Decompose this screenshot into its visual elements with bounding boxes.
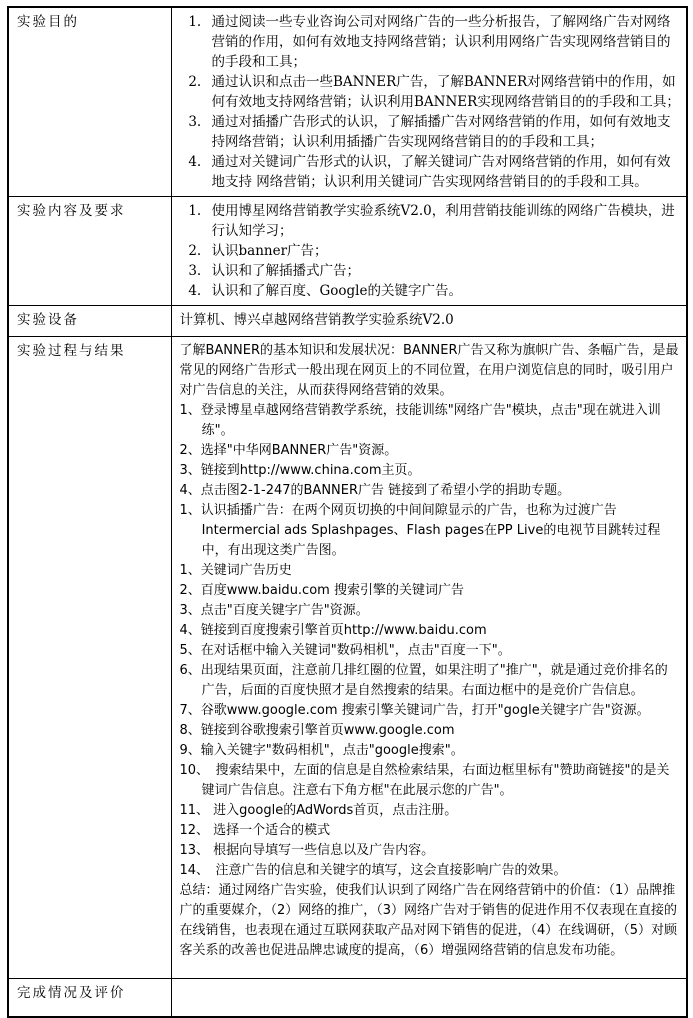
- row-label-evaluation: 完成情况及评价: [8, 979, 171, 1017]
- process-step: 3、点击"百度关键字广告"资源。: [179, 603, 369, 618]
- process-step: 8、链接到谷歌搜索引擎首页www.google.com: [179, 723, 455, 738]
- process-step: 1、登录博星卓越网络营销教学系统，技能训练"网络广告"模块，点击"现在就进入训练"。: [179, 403, 661, 438]
- row-label-process-results: 实验过程与结果: [8, 337, 171, 979]
- process-step: 3、链接到http://www.china.com主页。: [179, 463, 421, 478]
- process-step: 11、 进入google的AdWords首页，点击注册。: [179, 803, 458, 818]
- list-item: 3. 认识和了解插播式广告；: [206, 261, 681, 281]
- row-label-purpose: 实验目的: [8, 7, 171, 197]
- process-step: 5、在对话框中输入关键词"数码相机"，点击"百度一下"。: [179, 643, 511, 658]
- process-step: 4、链接到百度搜索引擎首页http://www.baidu.com: [179, 623, 487, 638]
- list-item: 4. 认识和了解百度、Google的关键字广告。: [206, 281, 681, 301]
- process-step: 1、认识插播广告：在两个网页切换的中间间隙显示的广告，也称为过渡广告 Intermercial ads Splashpages、Flash pages在PP Live的电视节目跳转过程中，有出现这类广告图。: [179, 503, 661, 558]
- table-row-content-requirements: [8, 197, 687, 306]
- list-item: 2. 认识banner广告；: [206, 241, 681, 261]
- experiment-report-table: [7, 6, 688, 1018]
- process-step: 2、选择"中华网BANNER广告"资源。: [179, 443, 398, 458]
- process-step: 4、点击图2-1-247的BANNER广告 链接到了希望小学的捐助专题。: [179, 483, 571, 498]
- process-summary: 总结：通过网络广告实验，使我们认识到了网络广告在网络营销中的价值：（1）品牌推广的重要媒介，（2）网络的推广，（3）网络广告对于销售的促进作用不仅表现在直接的在线销售，也表现在通过互联网获取产品对网下销售的促进，（4）在线调研，（5）对顾客关系的改善也促进品牌忠诚度的提高，（6）增强网络营销的信息发布功能。: [179, 883, 678, 958]
- content-requirements-list: [180, 201, 681, 301]
- process-step: 1、关键词广告历史: [179, 563, 292, 578]
- equipment-text: 计算机、博兴卓越网络营销教学实验系统V2.0: [179, 312, 454, 328]
- process-step: 13、 根据向导填写一些信息以及广告内容。: [179, 843, 435, 858]
- process-step: 12、 选择一个适合的模式: [179, 823, 331, 838]
- evaluation-content-cell: [171, 979, 687, 1017]
- row-label-equipment: 实验设备: [8, 306, 171, 337]
- table-row-equipment: [8, 306, 687, 337]
- process-step: 2、百度www.baidu.com 搜索引擎的关键词广告: [179, 583, 464, 598]
- process-intro: 了解BANNER的基本知识和发展状况：BANNER广告又称为旗帜广告、条幅广告，是最常见的网络广告形式一般出现在网页上的不同位置，在用户浏览信息的同时，吸引用户对广告信息的关注，从而获得网络营销的效果。: [179, 343, 679, 398]
- list-item: 4. 通过对关键词广告形式的认识，了解关键词广告对网络营销的作用，如何有效地支持 网络营销；认识利用关键词广告实现网络营销目的的手段和工具。: [206, 152, 681, 192]
- list-item: 1. 使用博星网络营销教学实验系统V2.0，利用营销技能训练的网络广告模块，进行认知学习；: [206, 201, 681, 241]
- process-step: 6、出现结果页面，注意前几排红圈的位置，如果注明了"推广"，就是通过竞价排名的广告，后面的百度快照才是自然搜索的结果。右面边框中的是竞价广告信息。: [179, 663, 668, 698]
- process-step: 9、输入关键字"数码相机"，点击"google搜索"。: [179, 743, 464, 758]
- table-row-process-results: [8, 337, 687, 979]
- row-label-content-requirements: 实验内容及要求: [8, 197, 171, 306]
- list-item: 2. 通过认识和点击一些BANNER广告，了解BANNER对网络营销中的作用，如何有效地支持网络营销；认识利用BANNER实现网络营销目的的手段和工具；: [206, 72, 681, 112]
- process-step: 10、 搜索结果中，左面的信息是自然检索结果，右面边框里标有"赞助商链接"的是关键词广告信息。注意右下角方框"在此展示您的广告"。: [179, 763, 670, 798]
- content-requirements-cell: [171, 197, 687, 306]
- process-step: 7、谷歌www.google.com 搜索引擎关键词广告，打开"gogle关键字广告"资源。: [179, 703, 650, 718]
- table-row-evaluation: [8, 979, 687, 1017]
- list-item: 3. 通过对插播广告形式的认识，了解插播广告对网络营销的作用，如何有效地支持网络营销；认识利用插播广告实现网络营销目的的手段和工具；: [206, 112, 681, 152]
- process-results-cell: [171, 337, 687, 979]
- equipment-content-cell: [171, 306, 687, 337]
- table-row-purpose: [8, 7, 687, 197]
- process-step: 14、 注意广告的信息和关键字的填写，这会直接影响广告的效果。: [179, 863, 567, 878]
- purpose-list: [180, 12, 681, 192]
- list-item: 1. 通过阅读一些专业咨询公司对网络广告的一些分析报告，了解网络广告对网络营销的作用，如何有效地支持网络营销；认识利用网络广告实现网络营销目的的手段和工具；: [206, 12, 681, 72]
- purpose-content-cell: [171, 7, 687, 197]
